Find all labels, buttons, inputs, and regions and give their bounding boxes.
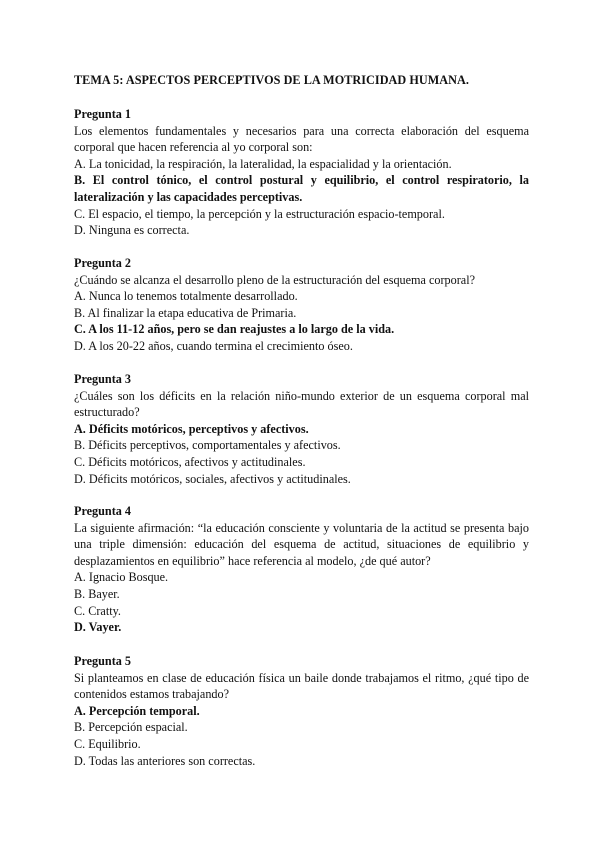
option-c: C. Cratty. xyxy=(74,603,121,618)
option-a: A. La tonicidad, la respiración, la lateralidad, la espacialidad y la orientación. xyxy=(74,156,452,171)
option-c: C. El espacio, el tiempo, la percepción y la estructuración espacio-temporal. xyxy=(74,206,445,221)
question-heading: Pregunta 1 xyxy=(74,107,131,121)
option-a: A. Ignacio Bosque. xyxy=(74,570,169,585)
option-b: B. Bayer. xyxy=(74,586,120,601)
option-d: D. Ninguna es correcta. xyxy=(74,223,190,238)
option-d-correct: D. Vayer. xyxy=(74,620,122,635)
question-stem: Si planteamos en clase de educación física un baile donde trabajamos el ritmo, ¿qué tipo de contenidos estamos trabajando? xyxy=(74,670,529,702)
option-a-correct: A. Percepción temporal. xyxy=(74,703,200,718)
option-b-correct: B. El control tónico, el control postural y equilibrio, el control respiratorio, la lateralización y las capacidades perceptivas. xyxy=(74,173,529,204)
option-d: D. Déficits motóricos, sociales, afectivos y actitudinales. xyxy=(74,471,351,486)
option-b: B. Déficits perceptivos, comportamentales y afectivos. xyxy=(74,438,341,453)
question-stem: ¿Cuándo se alcanza el desarrollo pleno de la estructuración del esquema corporal? xyxy=(74,272,475,287)
option-a-correct: A. Déficits motóricos, perceptivos y afectivos. xyxy=(74,421,309,436)
question-heading: Pregunta 4 xyxy=(74,504,131,518)
question-1 xyxy=(74,106,529,239)
option-d: D. A los 20-22 años, cuando termina el crecimiento óseo. xyxy=(74,338,353,353)
question-stem: ¿Cuáles son los déficits en la relación niño-mundo exterior de un esquema corporal mal estructurado? xyxy=(74,388,529,420)
question-heading: Pregunta 3 xyxy=(74,372,131,386)
document-title: TEMA 5: ASPECTOS PERCEPTIVOS DE LA MOTRICIDAD HUMANA. xyxy=(74,73,469,87)
question-5 xyxy=(74,653,529,769)
option-a: A. Nunca lo tenemos totalmente desarrollado. xyxy=(74,289,298,304)
question-stem: Los elementos fundamentales y necesarios para una correcta elaboración del esquema corporal que hacen referencia al yo corporal son: xyxy=(74,123,529,155)
option-d: D. Todas las anteriores son correctas. xyxy=(74,753,256,768)
question-stem: La siguiente afirmación: “la educación consciente y voluntaria de la actitud se presenta bajo una triple dimensión: educación del esquema de actitud, situaciones de equilibrio y desplazamientos en equilibrio” hace referencia al modelo, ¿de qué autor? xyxy=(74,520,529,568)
option-b: B. Al finalizar la etapa educativa de Primaria. xyxy=(74,305,297,320)
option-c: C. Equilibrio. xyxy=(74,736,141,751)
option-c: C. Déficits motóricos, afectivos y actitudinales. xyxy=(74,454,306,469)
question-4 xyxy=(74,503,529,636)
question-heading: Pregunta 5 xyxy=(74,654,131,668)
option-c-correct: C. A los 11-12 años, pero se dan reajustes a lo largo de la vida. xyxy=(74,322,395,337)
question-2 xyxy=(74,255,529,355)
question-heading: Pregunta 2 xyxy=(74,256,131,270)
option-b: B. Percepción espacial. xyxy=(74,720,188,735)
question-3 xyxy=(74,371,529,487)
